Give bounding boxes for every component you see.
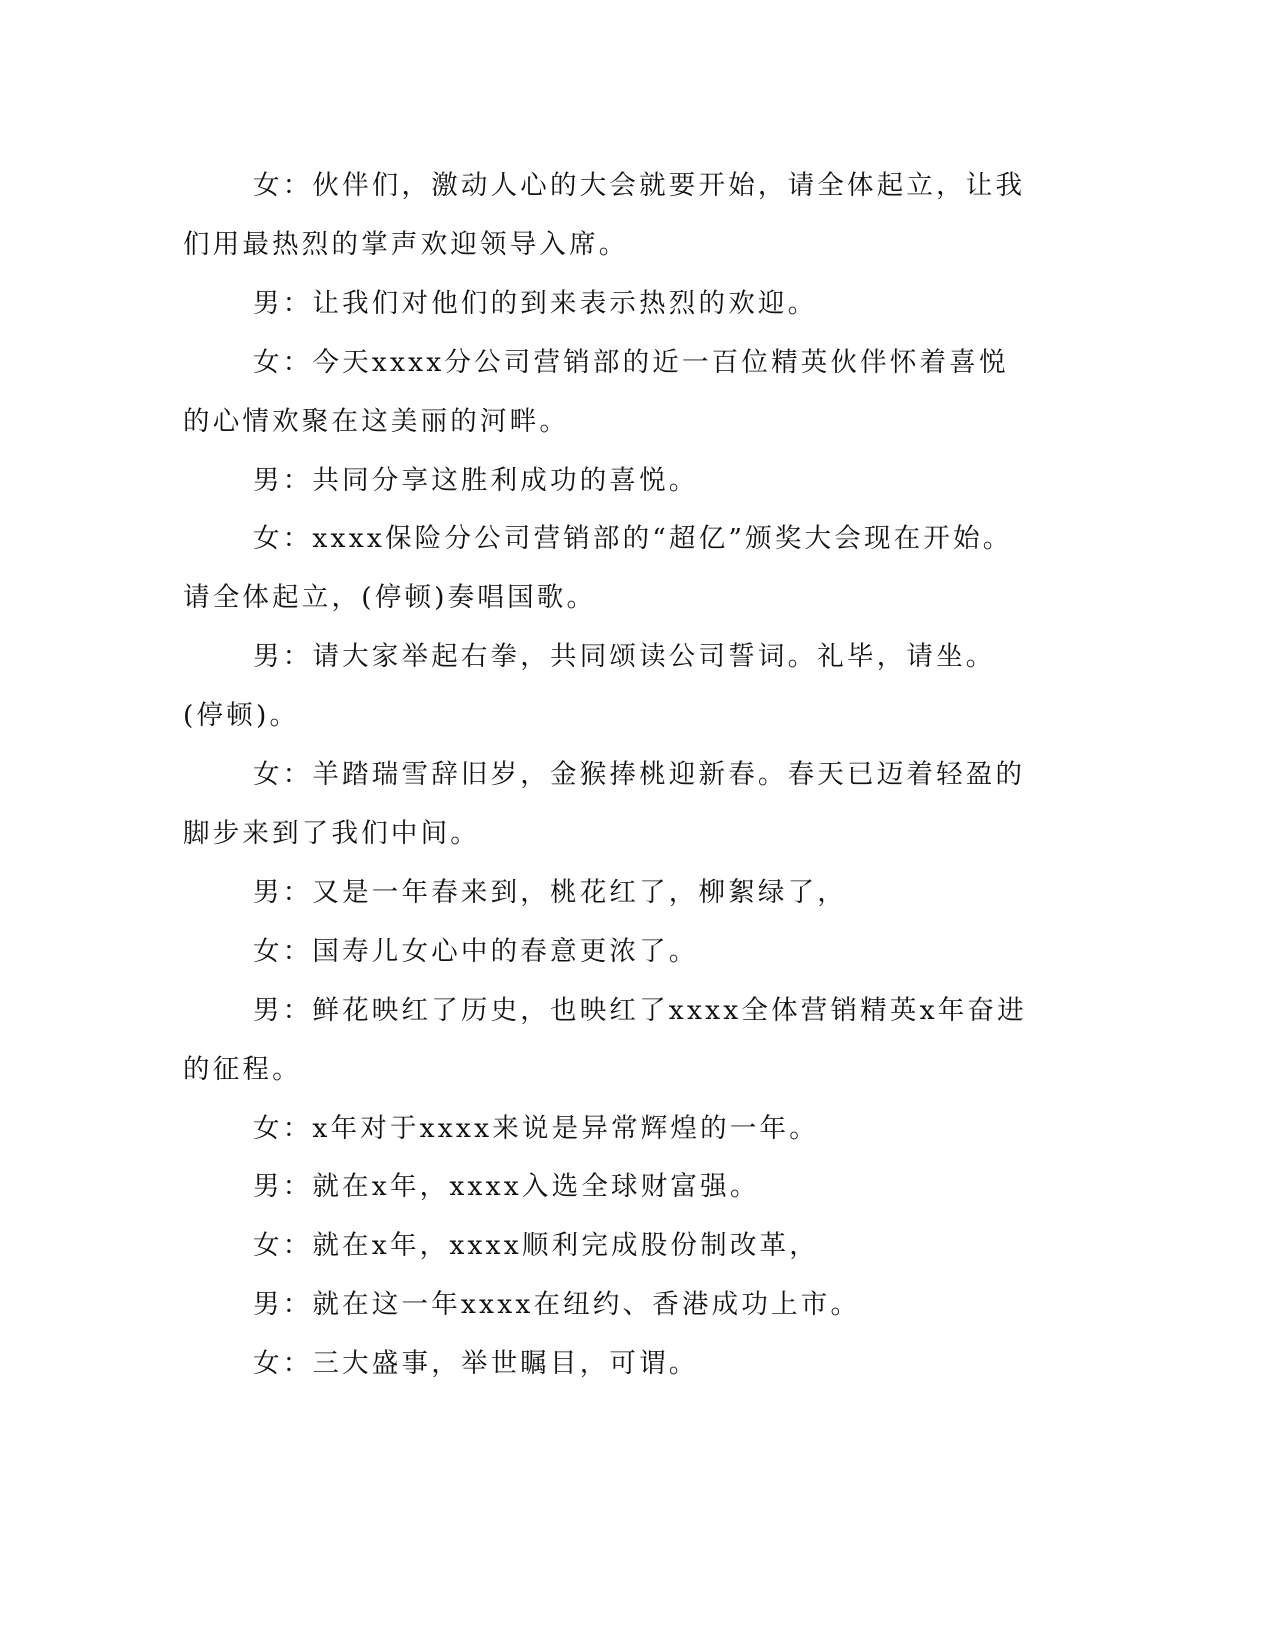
paragraph-3: 女：今天xxxx分公司营销部的近一百位精英伙伴怀着喜悦的心情欢聚在这美丽的河畔。 bbox=[183, 346, 1009, 437]
paragraph-4: 男：共同分享这胜利成功的喜悦。 bbox=[253, 464, 699, 496]
paragraph-14: 男：就在这一年xxxx在纽约、香港成功上市。 bbox=[253, 1289, 861, 1321]
paragraph-7: 女：羊踏瑞雪辞旧岁，金猴捧桃迎新春。春天已迈着轻盈的脚步来到了我们中间。 bbox=[183, 759, 1026, 849]
paragraph-2: 男：让我们对他们的到来表示热烈的欢迎。 bbox=[253, 287, 818, 319]
paragraph-15: 女：三大盛事，举世瞩目，可谓。 bbox=[253, 1348, 699, 1380]
paragraph-12: 男：就在x年，xxxx入选全球财富强。 bbox=[253, 1171, 760, 1203]
paragraph-8: 男：又是一年春来到，桃花红了，柳絮绿了， bbox=[253, 876, 847, 908]
paragraph-11: 女：x年对于xxxx来说是异常辉煌的一年。 bbox=[253, 1112, 819, 1144]
paragraph-10: 男：鲜花映红了历史，也映红了xxxx全体营销精英x年奋进的征程。 bbox=[183, 994, 1027, 1085]
paragraph-5: 女：xxxx保险分公司营销部的“超亿”颁奖大会现在开始。请全体起立，(停顿)奏唱国歌。 bbox=[183, 523, 1013, 614]
paragraph-13: 女：就在x年，xxxx顺利完成股份制改革， bbox=[253, 1230, 819, 1262]
document-body bbox=[183, 157, 1033, 1394]
paragraph-1: 女：伙伴们，激动人心的大会就要开始，请全体起立，让我们用最热烈的掌声欢迎领导入席。 bbox=[183, 170, 1026, 260]
paragraph-6: 男：请大家举起右拳，共同颂读公司誓词。礼毕，请坐。(停顿)。 bbox=[183, 641, 996, 732]
paragraph-9: 女：国寿儿女心中的春意更浓了。 bbox=[253, 935, 699, 967]
